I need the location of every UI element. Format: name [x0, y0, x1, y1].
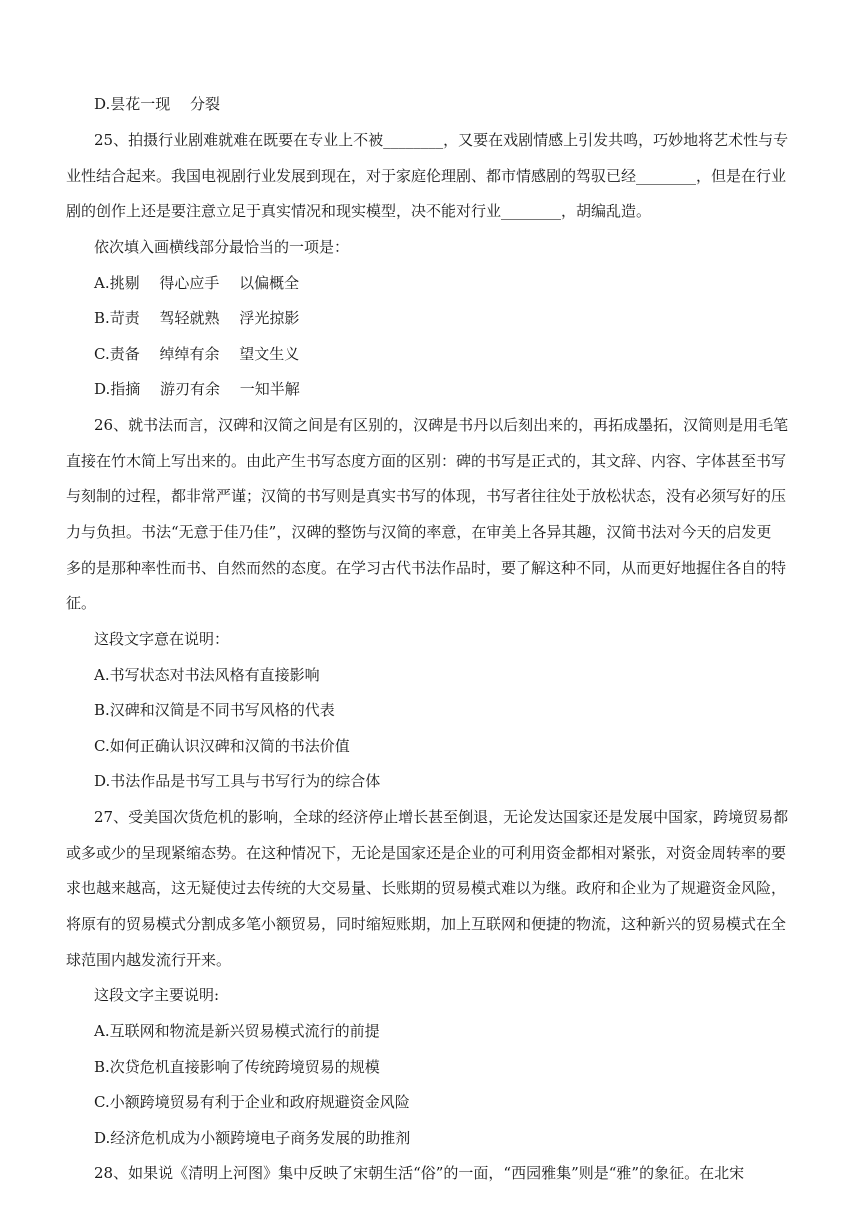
q27-prompt: 这段文字主要说明: [94, 986, 220, 1004]
q26-text-line-4: 力与负担。书法“无意于佳乃佳”，汉碑的整饬与汉简的率意，在审美上各异其趣，汉简书法对今天的启发更 [66, 523, 772, 541]
q25-text-line-2: 业性结合起来。我国电视剧行业发展到现在，对于家庭伦理剧、都市情感剧的驾驭已经________，但是在行业 [66, 167, 787, 185]
q26-text-line-1: 26、就书法而言，汉碑和汉简之间是有区别的，汉碑是书丹以后刻出来的，再拓成墨拓，汉简则是用毛笔 [94, 416, 789, 434]
q27-option-d: D.经济危机成为小额跨境电子商务发展的助推剂 [94, 1129, 411, 1147]
q27-option-b: B.次贷危机直接影响了传统跨境贸易的规模 [94, 1058, 380, 1076]
q25-text-line-1: 25、拍摄行业剧难就难在既要在专业上不被________，又要在戏剧情感上引发共鸣，巧妙地将艺术性与专 [94, 131, 789, 149]
q27-option-c: C.小额跨境贸易有利于企业和政府规避资金风险 [94, 1093, 410, 1111]
q28-text-line-1: 28、如果说《清明上河图》集中反映了宋朝生活“俗”的一面，“西园雅集”则是“雅”的象征。在北宋 [94, 1164, 745, 1182]
q27-text-line-4: 将原有的贸易模式分割成多笔小额贸易，同时缩短账期，加上互联网和便捷的物流，这种新兴的贸易模式在全 [66, 915, 787, 933]
q25-option-d: D.指摘 游刃有余 一知半解 [94, 380, 300, 398]
q26-text-line-2: 直接在竹木简上写出来的。由此产生书写态度方面的区别：碑的书写是正式的，其文辞、内容、字体甚至书写 [66, 452, 787, 470]
q26-text-line-5: 多的是那种率性而书、自然而然的态度。在学习古代书法作品时，要了解这种不同，从而更好地握住各自的特 [66, 559, 787, 577]
q26-option-d: D.书法作品是书写工具与书写行为的综合体 [94, 772, 381, 790]
q26-option-a: A.书写状态对书法风格有直接影响 [94, 666, 320, 684]
q26-text-line-6: 征。 [66, 594, 97, 612]
q25-option-c: C.责备 绰绰有余 望文生义 [94, 345, 300, 363]
q25-prompt: 依次填入画横线部分最恰当的一项是： [94, 238, 350, 256]
q27-text-line-2: 或多或少的呈现紧缩态势。在这种情况下，无论是国家还是企业的可利用资金都相对紧张，对资金周转率的要 [66, 844, 787, 862]
q26-option-b: B.汉碑和汉简是不同书写风格的代表 [94, 701, 335, 719]
q25-option-b: B.苛责 驾轻就熟 浮光掠影 [94, 309, 300, 327]
q27-text-line-1: 27、受美国次货危机的影响，全球的经济停止增长甚至倒退，无论发达国家还是发展中国家，跨境贸易都 [94, 808, 789, 826]
q25-text-line-3: 剧的创作上还是要注意立足于真实情况和现实模型，决不能对行业________，胡编乱造。 [66, 202, 652, 220]
q26-prompt: 这段文字意在说明： [94, 630, 230, 648]
q27-text-line-3: 求也越来越高，这无疑使过去传统的大交易量、长账期的贸易模式难以为继。政府和企业为了规避资金风险， [66, 879, 787, 897]
q27-option-a: A.互联网和物流是新兴贸易模式流行的前提 [94, 1022, 380, 1040]
q24-option-d: D.昙花一现 分裂 [94, 95, 221, 113]
q27-text-line-5: 球范围内越发流行开来。 [66, 951, 232, 969]
q26-text-line-3: 与刻制的过程，都非常严谨；汉简的书写则是真实书写的体现，书写者往往处于放松状态，没有必须写好的压 [66, 487, 787, 505]
q26-option-c: C.如何正确认识汉碑和汉简的书法价值 [94, 737, 350, 755]
q25-option-a: A.挑剔 得心应手 以偏概全 [94, 274, 300, 292]
